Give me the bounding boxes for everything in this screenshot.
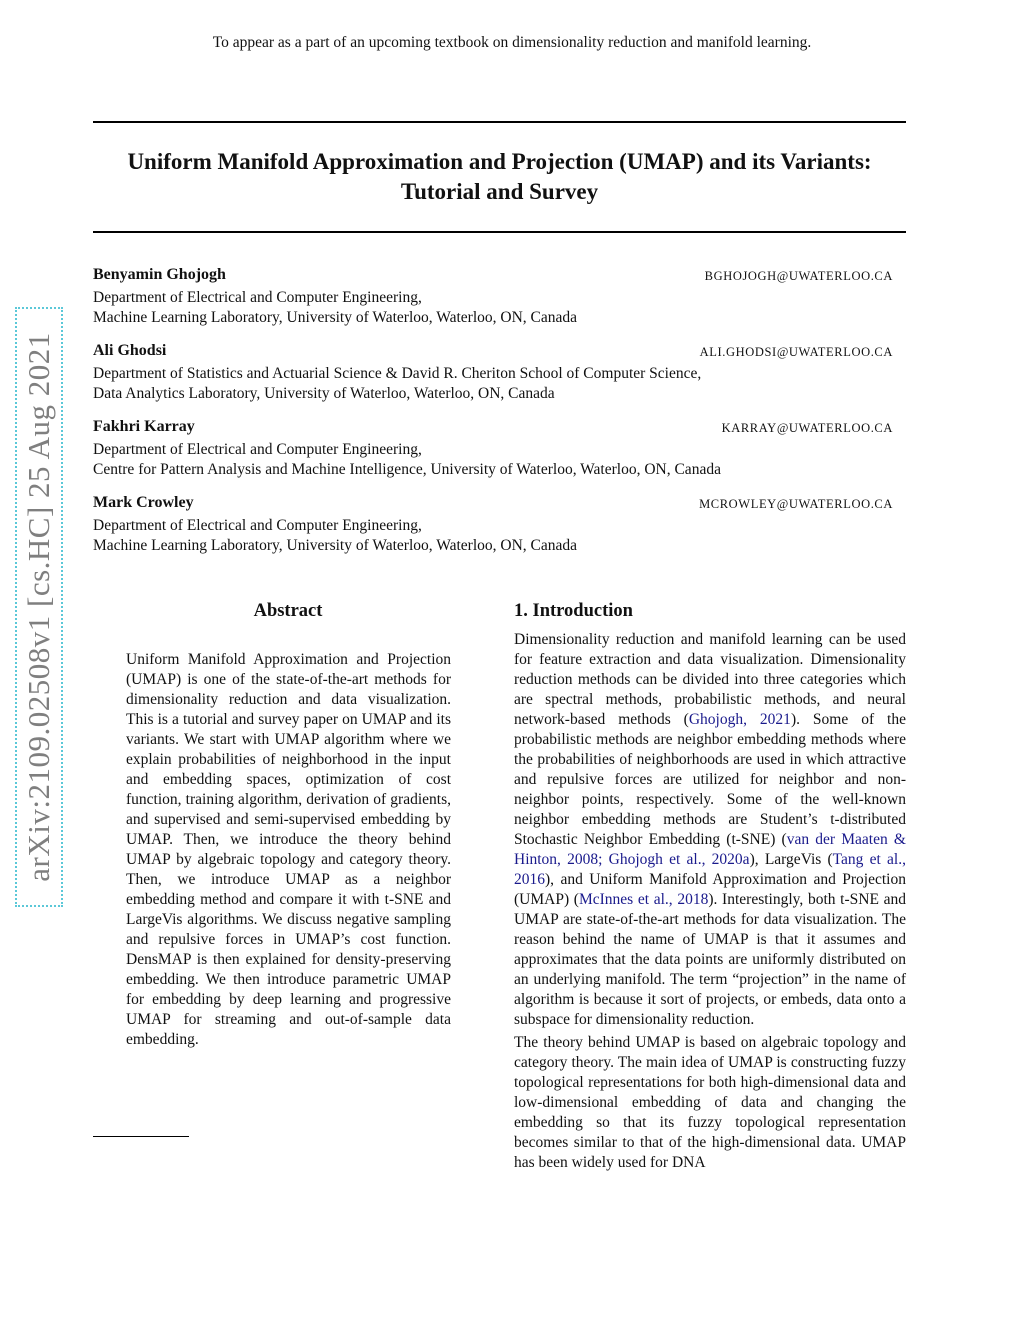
- author-affiliation: Department of Electrical and Computer Engineering,: [93, 289, 422, 306]
- intro-paragraph-2: The theory behind UMAP is based on algebraic topology and category theory. The main idea of UMAP is constructing fuzzy topological representations for both high-dimensional data and low-dimensional embedding of data and changing the embedding so that its fuzzy topological representation becomes similar to that of the high-dimensional data. UMAP has been widely used for DNA: [514, 1034, 906, 1171]
- title-line-2: Tutorial and Survey: [400, 179, 599, 204]
- author-block: [93, 341, 893, 404]
- author-name: Mark Crowley: [93, 494, 194, 511]
- citation-link[interactable]: Ghojogh, 2021: [688, 711, 791, 728]
- arxiv-identifier[interactable]: arXiv:2109.02508v1 [cs.HC] 25 Aug 2021: [21, 332, 56, 882]
- title-bottom-rule: [93, 231, 906, 233]
- intro-paragraph-1: [514, 630, 906, 1030]
- text-run: ), LargeVis (: [749, 851, 833, 868]
- author-name: Ali Ghodsi: [93, 342, 167, 359]
- author-email: BGHOJOGH@UWATERLOO.CA: [704, 269, 893, 283]
- footnote-rule: [93, 1136, 189, 1137]
- paper-title: [93, 147, 906, 207]
- text-run: ), and Uniform Manifold Approximation and Projection (UMAP) (: [514, 871, 906, 908]
- author-email: ALI.GHODSI@UWATERLOO.CA: [699, 345, 893, 359]
- citation-link[interactable]: van der Maaten & Hinton, 2008; Ghojogh et al., 2020a: [514, 831, 906, 868]
- author-affiliation: Centre for Pattern Analysis and Machine Intelligence, University of Waterloo, Waterloo, ON, Canada: [93, 461, 721, 478]
- author-email: MCROWLEY@UWATERLOO.CA: [699, 497, 893, 511]
- author-affiliation: Department of Electrical and Computer Engineering,: [93, 517, 422, 534]
- author-email: KARRAY@UWATERLOO.CA: [721, 421, 893, 435]
- author-block: [93, 265, 893, 328]
- intro-body: [514, 630, 906, 1176]
- header-notice: To appear as a part of an upcoming textbook on dimensionality reduction and manifold learning.: [212, 34, 812, 51]
- arxiv-stamp[interactable]: [15, 307, 63, 907]
- author-affiliation: Department of Statistics and Actuarial Science & David R. Cheriton School of Computer Science,: [93, 365, 702, 382]
- abstract-heading: Abstract: [253, 601, 323, 621]
- citation-link[interactable]: Tang et al., 2016: [514, 851, 906, 888]
- citation-link[interactable]: McInnes et al., 2018: [578, 891, 709, 908]
- author-affiliation: Department of Electrical and Computer Engineering,: [93, 441, 422, 458]
- title-line-1: Uniform Manifold Approximation and Projection (UMAP) and its Variants:: [127, 149, 872, 174]
- abstract-text: Uniform Manifold Approximation and Projection (UMAP) is one of the state-of-the-art methods for dimensionality reduction and data visualization. This is a tutorial and survey paper on UMAP and its variants. We start with UMAP algorithm where we explain probabilities of neighborhood in the input and embedding spaces, optimization of cost function, training algorithm, derivation of gradients, and supervised and semi-supervised embedding by UMAP. Then, we introduce the theory behind UMAP by algebraic topology and category theory. Then, we introduce UMAP as a neighbor embedding method and compare it with t-SNE and LargeVis algorithms. We discuss negative sampling and repulsive forces in UMAP’s cost function. DensMAP is then explained for density-preserving embedding. We then introduce parametric UMAP for embedding by deep learning and progressive UMAP for streaming and out-of-sample data embedding.: [126, 651, 451, 1048]
- author-block: [93, 493, 893, 556]
- text-run: Dimensionality reduction and manifold learning can be used for feature extraction and data visualization. Dimensionality reduction methods can be divided into three categories which are spectral methods, probabilistic methods, and neural network-based methods (: [514, 631, 906, 728]
- author-block: [93, 417, 893, 480]
- author-affiliation: Data Analytics Laboratory, University of Waterloo, Waterloo, ON, Canada: [93, 385, 555, 402]
- title-top-rule: [93, 121, 906, 123]
- author-name: Fakhri Karray: [93, 418, 195, 435]
- author-affiliation: Machine Learning Laboratory, University of Waterloo, Waterloo, ON, Canada: [93, 537, 578, 554]
- text-run: ). Some of the probabilistic methods are neighbor embedding methods where the probabilities of neighborhoods are used in which attractive and repulsive forces are utilized for neighbor and non-neighbor points, respectively. Some of the well-known neighbor embedding methods are Student’s t-distributed Stochastic Neighbor Embedding (t-SNE) (: [514, 711, 906, 848]
- intro-heading: 1. Introduction: [514, 601, 633, 621]
- author-affiliation: Machine Learning Laboratory, University of Waterloo, Waterloo, ON, Canada: [93, 309, 578, 326]
- author-name: Benyamin Ghojogh: [93, 266, 226, 283]
- text-run: ). Interestingly, both t-SNE and UMAP are state-of-the-art methods for data visualization. The reason behind the name of UMAP is that it assumes and approximates that the data points are uniformly distributed on an underlying manifold. The term “projection” in the name of algorithm is because it sort of projects, or embeds, data onto a subspace for dimensionality reduction.: [514, 891, 906, 1028]
